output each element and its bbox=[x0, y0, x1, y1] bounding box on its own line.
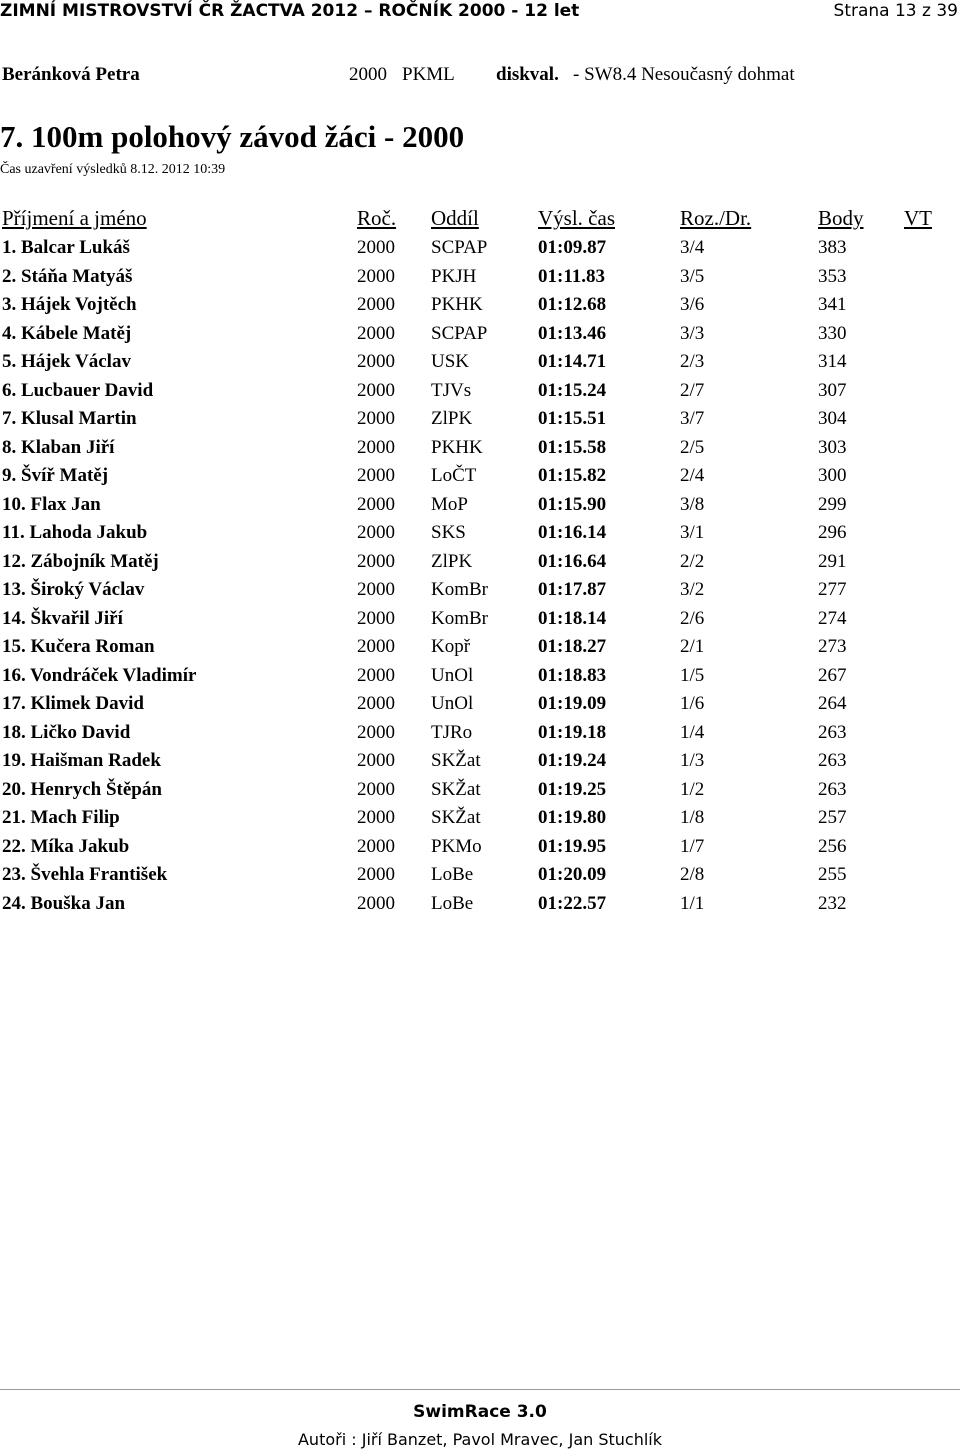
table-row bbox=[0, 892, 960, 921]
dq-reason: - SW8.4 Nesoučasný dohmat bbox=[573, 64, 795, 85]
table-row bbox=[0, 521, 960, 550]
footer-software: SwimRace 3.0 bbox=[413, 1402, 547, 1422]
result-heat: 3/6 bbox=[680, 294, 705, 315]
result-year: 2000 bbox=[357, 522, 395, 543]
table-row bbox=[0, 607, 960, 636]
table-row bbox=[0, 379, 960, 408]
col-header-heat: Roz./Dr. bbox=[680, 206, 752, 230]
result-club: SKŽat bbox=[431, 807, 481, 828]
result-time: 01:20.09 bbox=[538, 864, 607, 885]
result-points: 303 bbox=[818, 436, 847, 458]
result-name: 5. Hájek Václav bbox=[2, 351, 131, 372]
table-row bbox=[0, 407, 960, 436]
table-row bbox=[0, 578, 960, 607]
result-club: KomBr bbox=[431, 579, 488, 600]
col-header-points: Body bbox=[818, 206, 864, 230]
result-club: Kopř bbox=[431, 636, 471, 657]
result-club: PKHK bbox=[431, 294, 483, 315]
table-row bbox=[0, 692, 960, 721]
result-year: 2000 bbox=[357, 493, 395, 515]
result-name: 7. Klusal Martin bbox=[2, 408, 137, 429]
result-year: 2000 bbox=[357, 351, 395, 372]
result-heat: 3/3 bbox=[680, 322, 705, 344]
result-year: 2000 bbox=[357, 807, 395, 828]
result-heat: 1/1 bbox=[680, 892, 705, 914]
result-points: 263 bbox=[818, 750, 847, 771]
result-points: 274 bbox=[818, 607, 847, 629]
table-row bbox=[0, 350, 960, 379]
result-heat: 1/8 bbox=[680, 807, 705, 828]
result-time: 01:18.14 bbox=[538, 607, 607, 629]
result-club: LoBe bbox=[431, 864, 474, 885]
result-time: 01:16.14 bbox=[538, 522, 607, 543]
result-time: 01:15.51 bbox=[538, 408, 607, 429]
result-time: 01:19.80 bbox=[538, 807, 607, 828]
result-year: 2000 bbox=[357, 835, 395, 857]
table-row bbox=[0, 721, 960, 750]
result-points: 291 bbox=[818, 550, 847, 572]
result-year: 2000 bbox=[357, 636, 395, 657]
result-year: 2000 bbox=[357, 379, 395, 401]
results-column-headers bbox=[0, 206, 960, 234]
result-points: 330 bbox=[818, 322, 847, 344]
result-club: UnOl bbox=[431, 664, 474, 686]
result-points: 256 bbox=[818, 835, 847, 857]
result-name: 10. Flax Jan bbox=[2, 493, 101, 515]
result-name: 3. Hájek Vojtěch bbox=[2, 294, 137, 315]
result-heat: 1/5 bbox=[680, 664, 705, 686]
result-time: 01:17.87 bbox=[538, 579, 607, 600]
result-time: 01:16.64 bbox=[538, 550, 607, 572]
result-club: MoP bbox=[431, 493, 468, 515]
result-points: 273 bbox=[818, 636, 847, 657]
result-heat: 3/2 bbox=[680, 579, 705, 600]
result-year: 2000 bbox=[357, 693, 395, 714]
result-name: 9. Švíř Matěj bbox=[2, 465, 109, 486]
result-heat: 1/2 bbox=[680, 778, 705, 800]
result-name: 21. Mach Filip bbox=[2, 807, 120, 828]
result-heat: 2/3 bbox=[680, 351, 705, 372]
result-points: 264 bbox=[818, 693, 847, 714]
result-name: 4. Kábele Matěj bbox=[2, 322, 132, 344]
result-time: 01:19.09 bbox=[538, 693, 607, 714]
result-name: 16. Vondráček Vladimír bbox=[2, 664, 197, 686]
col-header-time: Výsl. čas bbox=[538, 206, 615, 230]
col-header-name: Příjmení a jméno bbox=[2, 206, 147, 230]
result-club: LoČT bbox=[431, 465, 477, 486]
result-year: 2000 bbox=[357, 892, 395, 914]
disqualification-row bbox=[0, 64, 960, 88]
result-points: 277 bbox=[818, 579, 847, 600]
result-club: SKS bbox=[431, 522, 466, 543]
result-club: KomBr bbox=[431, 607, 488, 629]
result-heat: 3/8 bbox=[680, 493, 705, 515]
result-name: 6. Lucbauer David bbox=[2, 379, 154, 401]
result-time: 01:18.27 bbox=[538, 636, 607, 657]
result-time: 01:09.87 bbox=[538, 237, 607, 258]
result-club: UnOl bbox=[431, 693, 474, 714]
result-heat: 3/5 bbox=[680, 265, 705, 287]
result-year: 2000 bbox=[357, 265, 395, 287]
result-time: 01:12.68 bbox=[538, 294, 607, 315]
result-time: 01:18.83 bbox=[538, 664, 607, 686]
result-time: 01:11.83 bbox=[538, 265, 606, 287]
table-row bbox=[0, 464, 960, 493]
result-time: 01:15.82 bbox=[538, 465, 607, 486]
col-header-vt: VT bbox=[904, 206, 932, 230]
result-club: SCPAP bbox=[431, 322, 488, 344]
result-heat: 1/4 bbox=[680, 721, 705, 743]
result-year: 2000 bbox=[357, 322, 395, 344]
col-header-club: Oddíl bbox=[431, 206, 479, 230]
result-name: 2. Stáňa Matyáš bbox=[2, 265, 133, 287]
result-club: SKŽat bbox=[431, 750, 481, 771]
result-heat: 2/4 bbox=[680, 465, 705, 486]
result-heat: 2/7 bbox=[680, 379, 705, 401]
table-row bbox=[0, 550, 960, 579]
result-club: ZlPK bbox=[431, 408, 473, 429]
result-year: 2000 bbox=[357, 607, 395, 629]
result-year: 2000 bbox=[357, 436, 395, 458]
result-time: 01:15.24 bbox=[538, 379, 607, 401]
results-closing-time: Čas uzavření výsledků 8.12. 2012 10:39 bbox=[0, 162, 226, 177]
result-points: 304 bbox=[818, 408, 847, 429]
result-points: 296 bbox=[818, 522, 847, 543]
result-heat: 2/6 bbox=[680, 607, 705, 629]
result-heat: 2/5 bbox=[680, 436, 705, 458]
result-club: SCPAP bbox=[431, 237, 488, 258]
result-points: 299 bbox=[818, 493, 847, 515]
result-heat: 1/6 bbox=[680, 693, 705, 714]
result-name: 23. Švehla František bbox=[2, 864, 168, 885]
result-name: 14. Škvařil Jiří bbox=[2, 607, 123, 629]
result-time: 01:19.18 bbox=[538, 721, 607, 743]
table-row bbox=[0, 635, 960, 664]
result-name: 1. Balcar Lukáš bbox=[2, 237, 130, 258]
table-row bbox=[0, 236, 960, 265]
result-heat: 2/1 bbox=[680, 636, 705, 657]
result-points: 307 bbox=[818, 379, 847, 401]
dq-status: diskval. bbox=[496, 64, 559, 85]
result-time: 01:19.25 bbox=[538, 778, 607, 800]
table-row bbox=[0, 493, 960, 522]
table-row bbox=[0, 778, 960, 807]
table-row bbox=[0, 749, 960, 778]
page-number: Strana 13 z 39 bbox=[833, 1, 958, 21]
result-year: 2000 bbox=[357, 294, 395, 315]
result-name: 19. Haišman Radek bbox=[2, 750, 161, 771]
result-name: 12. Zábojník Matěj bbox=[2, 550, 159, 572]
table-row bbox=[0, 436, 960, 465]
result-name: 18. Ličko David bbox=[2, 721, 131, 743]
dq-club: PKML bbox=[402, 64, 455, 85]
result-heat: 2/8 bbox=[680, 864, 705, 885]
result-points: 383 bbox=[818, 237, 847, 258]
result-points: 263 bbox=[818, 778, 847, 800]
result-time: 01:22.57 bbox=[538, 892, 607, 914]
result-club: PKMo bbox=[431, 835, 482, 857]
event-title: 7. 100m polohový závod žáci - 2000 bbox=[0, 119, 465, 154]
result-club: PKHK bbox=[431, 436, 483, 458]
result-year: 2000 bbox=[357, 408, 395, 429]
result-name: 20. Henrych Štěpán bbox=[2, 778, 162, 800]
result-club: TJVs bbox=[431, 379, 472, 401]
result-time: 01:19.24 bbox=[538, 750, 607, 771]
results-table bbox=[0, 236, 960, 920]
result-time: 01:13.46 bbox=[538, 322, 607, 344]
result-heat: 3/7 bbox=[680, 408, 705, 429]
result-name: 22. Míka Jakub bbox=[2, 835, 130, 857]
result-year: 2000 bbox=[357, 550, 395, 572]
footer-divider bbox=[0, 1389, 960, 1390]
result-year: 2000 bbox=[357, 237, 395, 258]
table-row bbox=[0, 293, 960, 322]
col-header-year: Roč. bbox=[357, 206, 397, 230]
result-club: TJRo bbox=[431, 721, 473, 743]
result-name: 15. Kučera Roman bbox=[2, 636, 155, 657]
result-name: 17. Klimek David bbox=[2, 693, 144, 714]
dq-year: 2000 bbox=[349, 64, 387, 85]
result-points: 300 bbox=[818, 465, 847, 486]
competition-title: ZIMNÍ MISTROVSTVÍ ČR ŽACTVA 2012 – ROČNÍK 2000 - 12 let bbox=[0, 1, 580, 21]
result-year: 2000 bbox=[357, 864, 395, 885]
result-heat: 1/7 bbox=[680, 835, 705, 857]
result-club: ZlPK bbox=[431, 550, 473, 572]
result-time: 01:19.95 bbox=[538, 835, 607, 857]
table-row bbox=[0, 322, 960, 351]
result-year: 2000 bbox=[357, 465, 395, 486]
result-points: 263 bbox=[818, 721, 847, 743]
result-year: 2000 bbox=[357, 721, 395, 743]
table-row bbox=[0, 835, 960, 864]
result-points: 232 bbox=[818, 892, 847, 914]
result-name: 11. Lahoda Jakub bbox=[2, 522, 148, 543]
result-club: USK bbox=[431, 351, 470, 372]
result-heat: 1/3 bbox=[680, 750, 705, 771]
result-heat: 2/2 bbox=[680, 550, 705, 572]
result-points: 257 bbox=[818, 807, 847, 828]
result-name: 8. Klaban Jiří bbox=[2, 436, 115, 458]
result-points: 353 bbox=[818, 265, 847, 287]
result-heat: 3/4 bbox=[680, 237, 705, 258]
result-year: 2000 bbox=[357, 664, 395, 686]
result-name: 24. Bouška Jan bbox=[2, 892, 126, 914]
table-row bbox=[0, 806, 960, 835]
result-time: 01:14.71 bbox=[538, 351, 607, 372]
result-year: 2000 bbox=[357, 750, 395, 771]
result-heat: 3/1 bbox=[680, 522, 705, 543]
result-points: 267 bbox=[818, 664, 847, 686]
result-name: 13. Široký Václav bbox=[2, 579, 145, 600]
dq-name: Beránková Petra bbox=[2, 64, 140, 85]
result-year: 2000 bbox=[357, 579, 395, 600]
result-points: 341 bbox=[818, 294, 847, 315]
result-time: 01:15.90 bbox=[538, 493, 607, 515]
footer-authors: Autoři : Jiří Banzet, Pavol Mravec, Jan Stuchlík bbox=[297, 1430, 663, 1449]
page-header bbox=[0, 0, 960, 24]
result-points: 314 bbox=[818, 351, 847, 372]
table-row bbox=[0, 664, 960, 693]
result-club: SKŽat bbox=[431, 778, 481, 800]
result-year: 2000 bbox=[357, 778, 395, 800]
result-club: LoBe bbox=[431, 892, 474, 914]
table-row bbox=[0, 863, 960, 892]
result-club: PKJH bbox=[431, 265, 477, 287]
result-time: 01:15.58 bbox=[538, 436, 607, 458]
table-row bbox=[0, 265, 960, 294]
result-points: 255 bbox=[818, 864, 847, 885]
